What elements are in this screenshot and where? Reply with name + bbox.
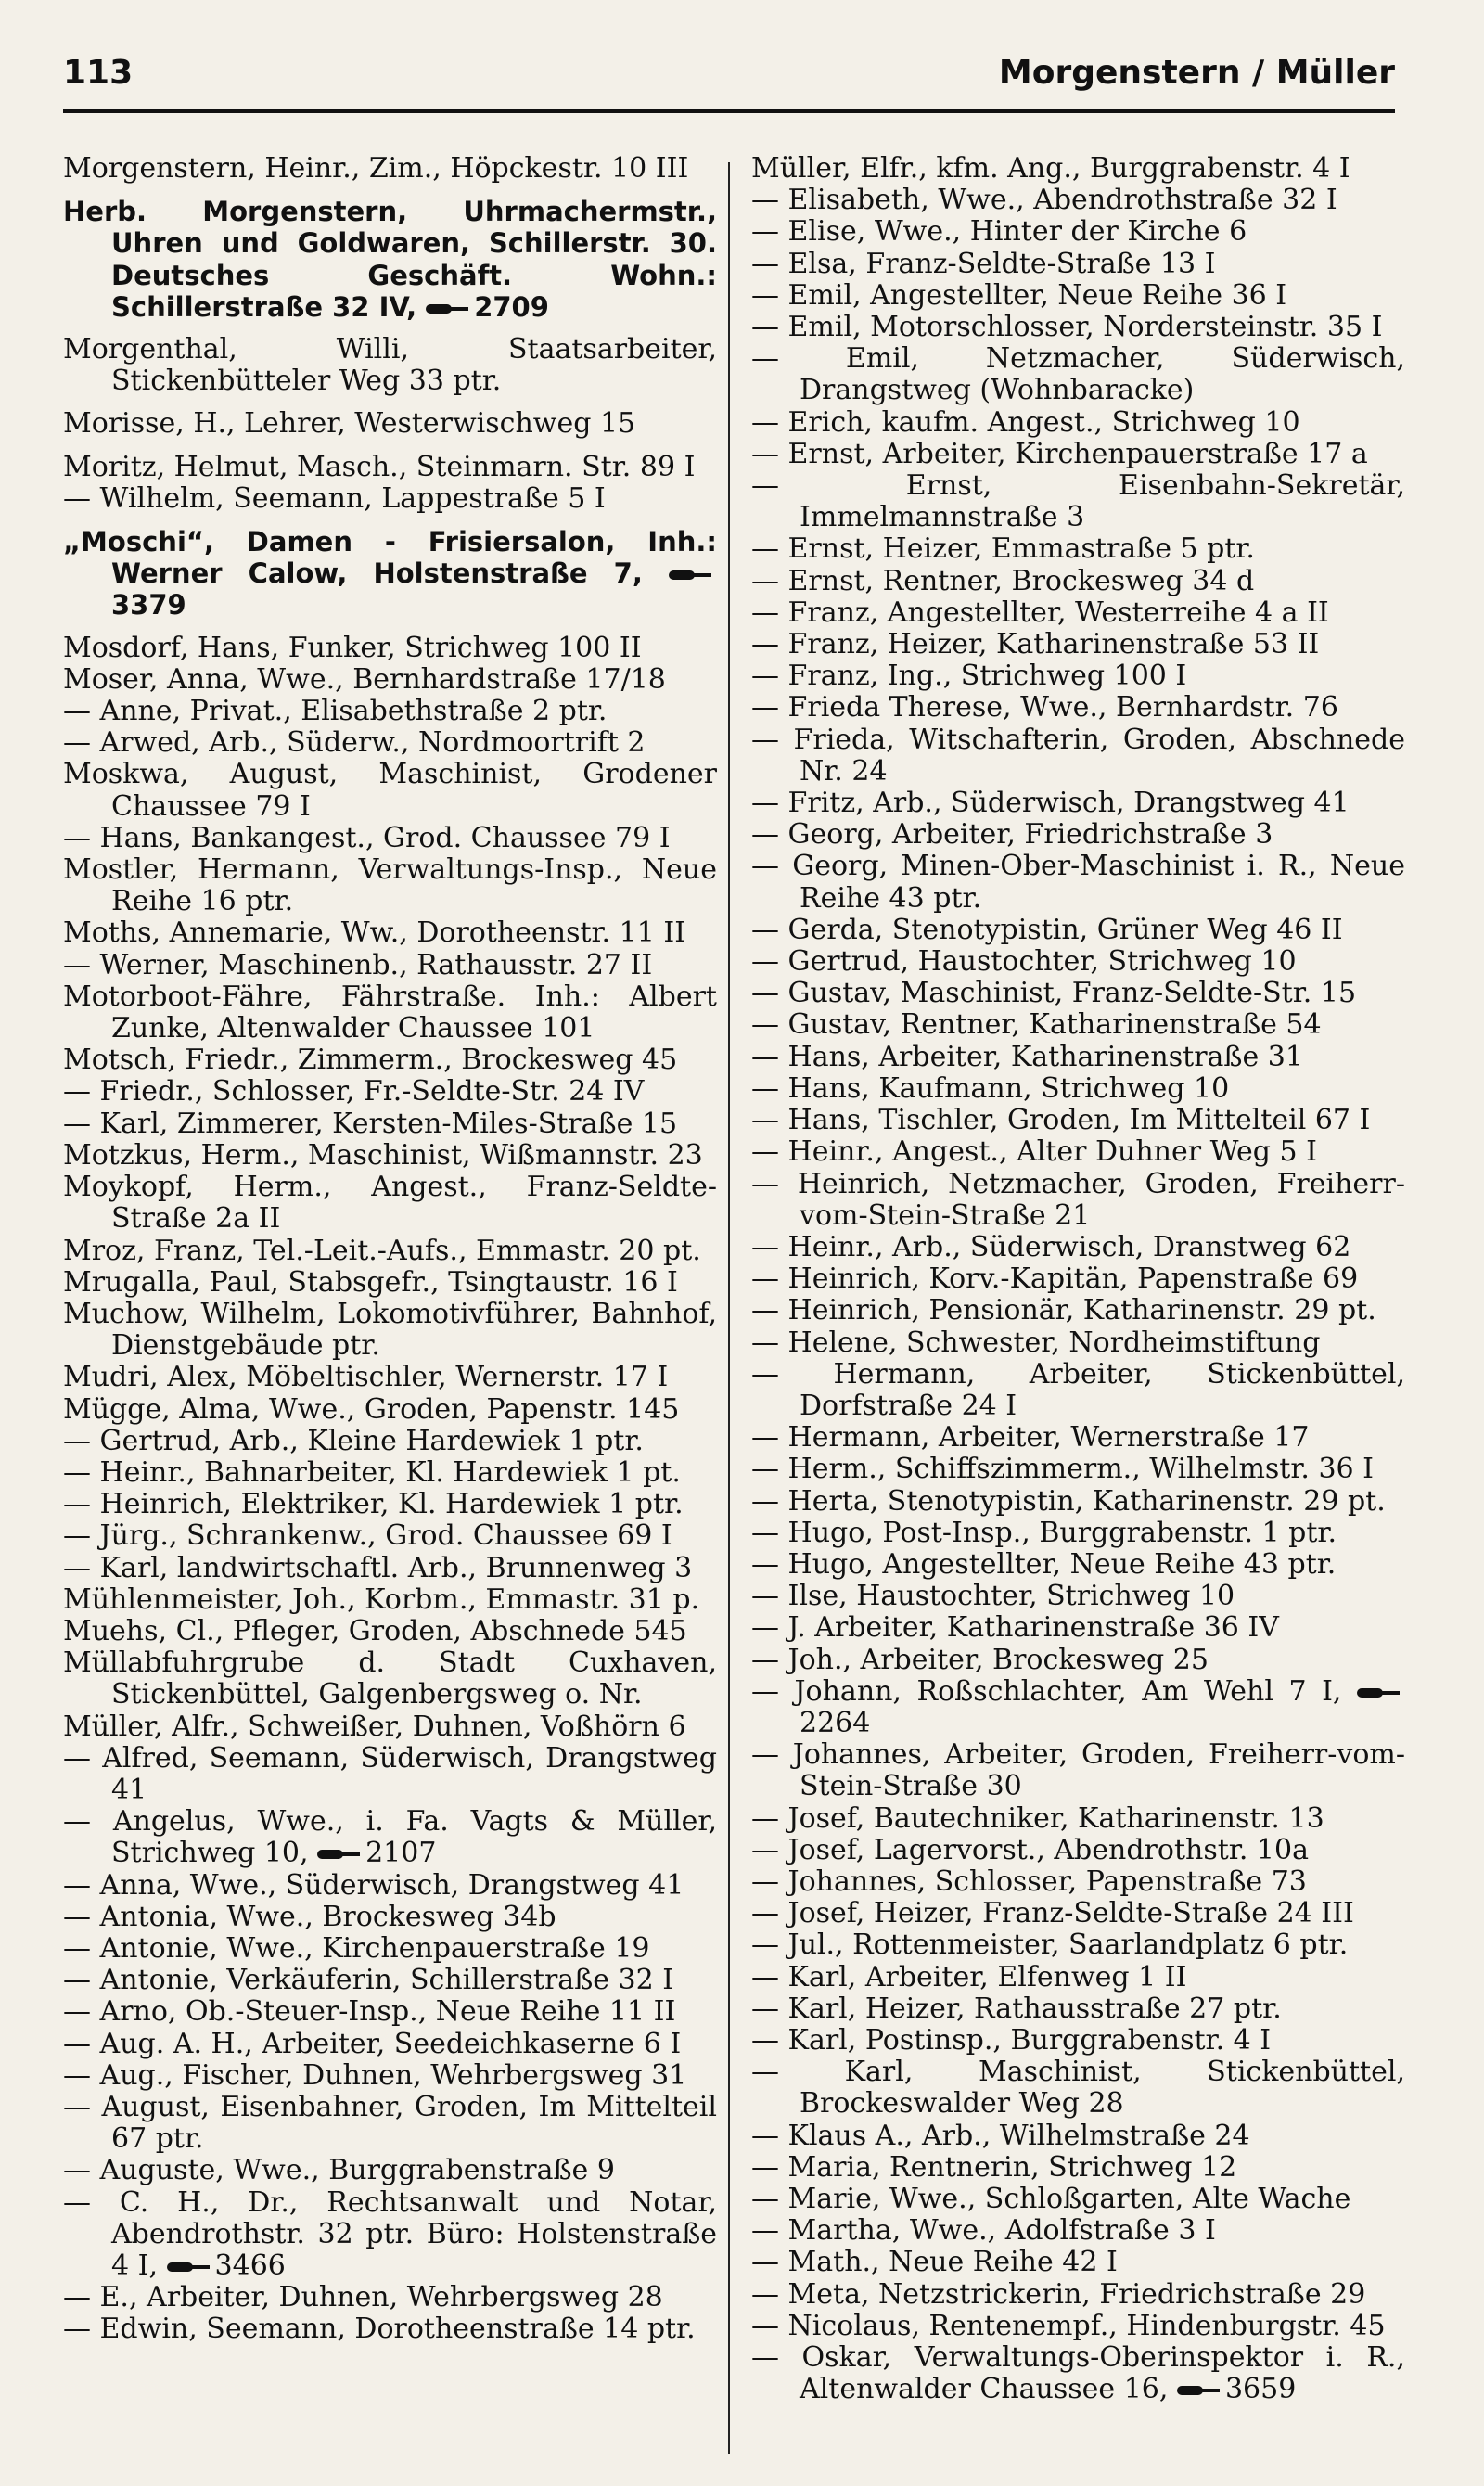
directory-entry bbox=[751, 470, 1405, 533]
directory-entry bbox=[63, 526, 717, 622]
directory-entry bbox=[63, 1743, 717, 1806]
directory-entry bbox=[63, 196, 717, 323]
directory-entry bbox=[63, 2282, 717, 2313]
directory-entry bbox=[751, 1009, 1405, 1041]
directory-entry bbox=[63, 1870, 717, 1902]
directory-entry bbox=[751, 312, 1405, 343]
entry-text: — August, Eisenbahner, Groden, Im Mittelteil 67 ptr. bbox=[63, 2090, 717, 2156]
directory-entry bbox=[751, 1042, 1405, 1073]
entry-text: Moths, Annemarie, Ww., Dorotheenstr. 11 II bbox=[63, 916, 686, 950]
entry-text: — Hans, Kaufmann, Strichweg 10 bbox=[751, 1071, 1230, 1105]
directory-entry bbox=[63, 153, 717, 185]
directory-entry bbox=[751, 978, 1405, 1009]
directory-entry bbox=[63, 334, 717, 397]
directory-entry bbox=[751, 597, 1405, 629]
directory-entry bbox=[751, 1866, 1405, 1898]
directory-entry bbox=[751, 2121, 1405, 2152]
entry-text: — Johann, Roßschlachter, Am Wehl 7 I, bbox=[751, 1674, 1357, 1708]
directory-entry bbox=[63, 2187, 717, 2283]
directory-entry bbox=[63, 633, 717, 664]
directory-entry bbox=[751, 946, 1405, 978]
entry-text: — Karl, Heizer, Rathausstraße 27 ptr. bbox=[751, 1992, 1282, 2025]
telephone-icon bbox=[167, 2260, 210, 2275]
directory-entry bbox=[63, 696, 717, 727]
entry-text: — Elsa, Franz-Seldte-Straße 13 I bbox=[751, 247, 1216, 280]
directory-entry bbox=[63, 1996, 717, 2028]
directory-entry bbox=[63, 1394, 717, 1426]
directory-entry bbox=[63, 1553, 717, 1584]
entry-text: Motorboot-Fähre, Fährstraße. Inh.: Albert Zunke, Altenwalder Chaussee 101 bbox=[63, 980, 717, 1045]
directory-entry bbox=[751, 1962, 1405, 1993]
directory-entry bbox=[751, 1422, 1405, 1454]
entry-text: — C. H., Dr., Rechtsanwalt und Notar, Abendrothstr. 32 ptr. Büro: Holstenstraße 4 I, bbox=[63, 2185, 717, 2282]
entry-text: — Franz, Heizer, Katharinenstraße 53 II bbox=[751, 628, 1320, 661]
entry-text: Mosdorf, Hans, Funker, Strichweg 100 II bbox=[63, 631, 642, 664]
directory-entry bbox=[751, 343, 1405, 406]
directory-entry bbox=[63, 917, 717, 949]
directory-entry bbox=[751, 439, 1405, 470]
entry-text: — Joh., Arbeiter, Brockesweg 25 bbox=[751, 1643, 1209, 1676]
entry-text: — Hans, Arbeiter, Katharinenstraße 31 bbox=[751, 1040, 1303, 1073]
directory-entry bbox=[751, 280, 1405, 312]
directory-entry bbox=[63, 2155, 717, 2186]
entry-text: — Arno, Ob.-Steuer-Insp., Neue Reihe 11 II bbox=[63, 1995, 676, 2029]
entry-text: — Josef, Lagervorst., Abendrothstr. 10a bbox=[751, 1833, 1309, 1866]
directory-entry bbox=[751, 1232, 1405, 1263]
directory-entry bbox=[751, 1486, 1405, 1518]
entry-text: — Gustav, Maschinist, Franz-Seldte-Str. 15 bbox=[751, 977, 1357, 1010]
entry-text: — Wilhelm, Seemann, Lappestraße 5 I bbox=[63, 481, 606, 515]
entry-text: — Anna, Wwe., Süderwisch, Drangstweg 41 bbox=[63, 1868, 684, 1902]
directory-entry bbox=[751, 1136, 1405, 1168]
entry-text: — Gertrud, Arb., Kleine Hardewiek 1 ptr. bbox=[63, 1424, 644, 1457]
directory-entry bbox=[63, 823, 717, 854]
directory-entry bbox=[63, 1457, 717, 1489]
directory-entry bbox=[751, 1454, 1405, 1485]
entry-text: Moykopf, Herm., Angest., Franz-Seldte-Straße 2a II bbox=[63, 1171, 717, 1236]
entry-text: — Hans, Bankangest., Grod. Chaussee 79 I bbox=[63, 821, 671, 854]
entry-text: — Georg, Minen-Ober-Maschinist i. R., Neue Reihe 43 ptr. bbox=[751, 850, 1405, 915]
directory-entry bbox=[751, 153, 1405, 185]
directory-entry bbox=[751, 1898, 1405, 1929]
entry-text: — Karl, Maschinist, Stickenbüttel, Brockeswalder Weg 28 bbox=[751, 2056, 1405, 2121]
entry-text: „Moschi“, Damen - Frisiersalon, Inh.: Werner Calow, Holstenstraße 7, bbox=[63, 526, 717, 590]
phone-number: 3379 bbox=[111, 589, 186, 622]
entry-text: — Maria, Rentnerin, Strichweg 12 bbox=[751, 2150, 1237, 2184]
running-head: Morgenstern / Müller bbox=[998, 54, 1395, 92]
directory-entry bbox=[751, 1993, 1405, 2025]
directory-entry bbox=[63, 1965, 717, 1996]
entry-text: — Emil, Motorschlosser, Nordersteinstr. 35 I bbox=[751, 311, 1383, 344]
entry-text: — Frieda, Witschafterin, Groden, Abschnede Nr. 24 bbox=[751, 723, 1405, 788]
directory-entry bbox=[63, 759, 717, 822]
entry-text: Moritz, Helmut, Masch., Steinmarn. Str. 89 I bbox=[63, 450, 696, 483]
entry-text: — Herta, Stenotypistin, Katharinenstr. 29 pt. bbox=[751, 1484, 1386, 1518]
directory-entry bbox=[63, 2060, 717, 2092]
entry-text: — Herm., Schiffszimmerm., Wilhelmstr. 36 I bbox=[751, 1453, 1375, 1486]
entry-text: — Oskar, Verwaltungs-Oberinspektor i. R., Altenwalder Chaussee 16, bbox=[751, 2341, 1405, 2406]
directory-entry bbox=[751, 1518, 1405, 1549]
entry-text: Mügge, Alma, Wwe., Groden, Papenstr. 145 bbox=[63, 1392, 680, 1426]
directory-entry bbox=[751, 1327, 1405, 1359]
directory-entry bbox=[751, 185, 1405, 216]
directory-entry bbox=[751, 915, 1405, 946]
entry-text: — Heinr., Arb., Süderwisch, Dranstweg 62 bbox=[751, 1230, 1351, 1263]
entry-text: — Arwed, Arb., Süderw., Nordmoortrift 2 bbox=[63, 726, 646, 760]
directory-entry bbox=[63, 1489, 717, 1520]
directory-entry bbox=[751, 1676, 1405, 1739]
directory-entry bbox=[751, 533, 1405, 565]
entry-text: — Werner, Maschinenb., Rathausstr. 27 II bbox=[63, 948, 653, 981]
directory-entry bbox=[751, 1645, 1405, 1676]
entry-text: — Erich, kaufm. Angest., Strichweg 10 bbox=[751, 405, 1300, 439]
phone-number: 2264 bbox=[800, 1706, 871, 1739]
directory-entry bbox=[63, 1933, 717, 1965]
entry-text: Morgenstern, Heinr., Zim., Höpckestr. 10 III bbox=[63, 152, 689, 185]
directory-entry bbox=[63, 1616, 717, 1647]
directory-entry bbox=[751, 1929, 1405, 1961]
entry-text: Mühlenmeister, Joh., Korbm., Emmastr. 31 p. bbox=[63, 1583, 700, 1616]
entry-text: Moser, Anna, Wwe., Bernhardstraße 17/18 bbox=[63, 662, 666, 696]
directory-entry bbox=[751, 2025, 1405, 2057]
directory-entry bbox=[751, 407, 1405, 439]
entry-text: — Ernst, Rentner, Brockesweg 34 d bbox=[751, 564, 1255, 597]
directory-entry bbox=[63, 664, 717, 696]
entry-text: — Heinr., Bahnarbeiter, Kl. Hardewiek 1 pt. bbox=[63, 1455, 681, 1489]
directory-entry bbox=[751, 1803, 1405, 1835]
directory-entry bbox=[751, 1169, 1405, 1232]
entry-text: — Franz, Ing., Strichweg 100 I bbox=[751, 660, 1187, 693]
directory-entry bbox=[63, 1140, 717, 1172]
column-divider bbox=[728, 162, 730, 2454]
entry-text: Motzkus, Herm., Maschinist, Wißmannstr. 23 bbox=[63, 1138, 703, 1172]
entry-text: — Edwin, Seemann, Dorotheenstraße 14 ptr. bbox=[63, 2313, 696, 2346]
directory-entry bbox=[751, 1549, 1405, 1581]
entry-text: — Hugo, Angestellter, Neue Reihe 43 ptr. bbox=[751, 1547, 1337, 1581]
directory-entry bbox=[63, 1647, 717, 1711]
entry-text: — Alfred, Seemann, Süderwisch, Drangstweg 41 bbox=[63, 1741, 717, 1806]
entry-text: — Heinrich, Pensionär, Katharinenstr. 29 pt. bbox=[751, 1294, 1376, 1327]
directory-entry bbox=[751, 2152, 1405, 2184]
entry-text: — Heinrich, Netzmacher, Groden, Freiherr-vom-Stein-Straße 21 bbox=[751, 1167, 1405, 1232]
entry-text: — Heinrich, Korv.-Kapitän, Papenstraße 69 bbox=[751, 1262, 1359, 1296]
directory-entry bbox=[751, 1612, 1405, 1644]
directory-entry bbox=[63, 1584, 717, 1616]
directory-entry bbox=[751, 788, 1405, 819]
entry-text: — Karl, Postinsp., Burggrabenstr. 4 I bbox=[751, 2023, 1272, 2057]
directory-entry bbox=[751, 2342, 1405, 2405]
directory-entry bbox=[751, 2279, 1405, 2311]
entry-text: Mroz, Franz, Tel.-Leit.-Aufs., Emmastr. 20 pt. bbox=[63, 1234, 701, 1267]
directory-entry bbox=[63, 1299, 717, 1362]
entry-text: — Gerda, Stenotypistin, Grüner Weg 46 II bbox=[751, 913, 1343, 946]
entry-text: Müller, Alfr., Schweißer, Duhnen, Voßhörn 6 bbox=[63, 1710, 686, 1743]
entry-text: — Martha, Wwe., Adolfstraße 3 I bbox=[751, 2214, 1216, 2248]
directory-entry bbox=[751, 566, 1405, 597]
directory-entry bbox=[63, 1236, 717, 1267]
telephone-icon bbox=[669, 568, 711, 583]
directory-entry bbox=[63, 1362, 717, 1393]
directory-entry bbox=[751, 692, 1405, 724]
telephone-icon bbox=[1177, 2383, 1220, 2398]
entry-text: Muehs, Cl., Pfleger, Groden, Abschnede 545 bbox=[63, 1614, 687, 1647]
entry-text: — Heinrich, Elektriker, Kl. Hardewiek 1 ptr. bbox=[63, 1488, 684, 1521]
directory-entry bbox=[63, 1044, 717, 1076]
entry-text: Herb. Morgenstern, Uhrmachermstr., Uhren und Goldwaren, Schillerstr. 30. Deutsches Geschäft. Wohn.: Schillerstraße 32 IV, bbox=[63, 196, 717, 323]
entry-text: — Hermann, Arbeiter, Wernerstraße 17 bbox=[751, 1421, 1310, 1454]
directory-entry bbox=[63, 1172, 717, 1235]
entry-text: — Ernst, Eisenbahn-Sekretär, Immelmannstraße 3 bbox=[751, 469, 1405, 534]
entry-text: — Antonie, Wwe., Kirchenpauerstraße 19 bbox=[63, 1931, 650, 1965]
directory-entry bbox=[63, 1806, 717, 1869]
entry-text: Moskwa, August, Maschinist, Grodener Chaussee 79 I bbox=[63, 758, 717, 823]
entry-text: — Johannes, Arbeiter, Groden, Freiherr-vom-Stein-Straße 30 bbox=[751, 1738, 1405, 1803]
directory-entry bbox=[751, 1073, 1405, 1105]
entry-text: Mostler, Hermann, Verwaltungs-Insp., Neue Reihe 16 ptr. bbox=[63, 853, 717, 918]
entry-text: — Georg, Arbeiter, Friedrichstraße 3 bbox=[751, 818, 1273, 852]
directory-entry bbox=[751, 629, 1405, 660]
entry-text: Morgenthal, Willi, Staatsarbeiter, Stickenbütteler Weg 33 ptr. bbox=[63, 333, 717, 398]
entry-text: — Ilse, Haustochter, Strichweg 10 bbox=[751, 1580, 1235, 1613]
entry-text: — Ernst, Heizer, Emmastraße 5 ptr. bbox=[751, 532, 1255, 566]
directory-entry bbox=[63, 1902, 717, 1933]
directory-entry bbox=[63, 2313, 717, 2345]
directory-entry bbox=[751, 660, 1405, 692]
directory-entry bbox=[751, 2215, 1405, 2247]
entry-text: — Jürg., Schrankenw., Grod. Chaussee 69 I bbox=[63, 1519, 672, 1553]
header-rule bbox=[63, 109, 1395, 113]
directory-entry bbox=[63, 981, 717, 1044]
directory-entry bbox=[751, 819, 1405, 851]
directory-entry bbox=[63, 1267, 717, 1299]
entry-text: — Gustav, Rentner, Katharinenstraße 54 bbox=[751, 1008, 1322, 1042]
entry-text: — J. Arbeiter, Katharinenstraße 36 IV bbox=[751, 1611, 1279, 1645]
directory-entry bbox=[751, 851, 1405, 914]
entry-text: — Hermann, Arbeiter, Stickenbüttel, Dorfstraße 24 I bbox=[751, 1357, 1405, 1422]
directory-entry bbox=[751, 249, 1405, 280]
entry-text: — Meta, Netzstrickerin, Friedrichstraße 29 bbox=[751, 2277, 1366, 2311]
directory-entry bbox=[63, 483, 717, 515]
directory-entry bbox=[63, 950, 717, 981]
directory-entry bbox=[63, 854, 717, 917]
entry-text: Mrugalla, Paul, Stabsgefr., Tsingtaustr. 16 I bbox=[63, 1265, 678, 1299]
directory-entry bbox=[63, 1108, 717, 1140]
telephone-icon bbox=[317, 1847, 360, 1862]
directory-entry bbox=[751, 724, 1405, 788]
entry-text: Morisse, H., Lehrer, Westerwischweg 15 bbox=[63, 407, 636, 441]
directory-entry bbox=[751, 1295, 1405, 1326]
entry-text: — Josef, Bautechniker, Katharinenstr. 13 bbox=[751, 1801, 1324, 1835]
directory-entry bbox=[751, 1263, 1405, 1295]
entry-text: — Franz, Angestellter, Westerreihe 4 a II bbox=[751, 596, 1329, 629]
entry-text: — Nicolaus, Rentenempf., Hindenburgstr. 45 bbox=[751, 2309, 1386, 2342]
telephone-icon bbox=[426, 301, 468, 316]
directory-entry bbox=[751, 2057, 1405, 2120]
directory-entry bbox=[63, 452, 717, 483]
page-header bbox=[63, 54, 1395, 108]
entry-text: — Ernst, Arbeiter, Kirchenpauerstraße 17 a bbox=[751, 437, 1368, 470]
phone-number: 2107 bbox=[365, 1837, 437, 1870]
directory-entry bbox=[751, 1105, 1405, 1136]
entry-text: — E., Arbeiter, Duhnen, Wehrbergsweg 28 bbox=[63, 2281, 663, 2314]
entry-text: Motsch, Friedr., Zimmerm., Brockesweg 45 bbox=[63, 1044, 678, 1077]
entry-text: — Emil, Netzmacher, Süderwisch, Drangstweg (Wohnbaracke) bbox=[751, 342, 1405, 407]
directory-entry bbox=[751, 1835, 1405, 1866]
page-number: 113 bbox=[63, 54, 134, 92]
directory-entry bbox=[751, 216, 1405, 248]
entry-text: — Math., Neue Reihe 42 I bbox=[751, 2246, 1118, 2279]
entry-text: — Antonia, Wwe., Brockesweg 34b bbox=[63, 1900, 556, 1933]
entry-text: — Frieda Therese, Wwe., Bernhardstr. 76 bbox=[751, 691, 1338, 724]
entry-text: — Karl, landwirtschaftl. Arb., Brunnenweg 3 bbox=[63, 1551, 693, 1584]
telephone-icon bbox=[1357, 1685, 1400, 1700]
right-column bbox=[751, 153, 1405, 2405]
entry-text: — Marie, Wwe., Schloßgarten, Alte Wache bbox=[751, 2183, 1351, 2215]
entry-text: — Gertrud, Haustochter, Strichweg 10 bbox=[751, 945, 1297, 979]
entry-text: — Karl, Zimmerer, Kersten-Miles-Straße 15 bbox=[63, 1107, 678, 1140]
directory-entry bbox=[63, 1520, 717, 1552]
directory-entry bbox=[63, 1426, 717, 1457]
entry-text: — Klaus A., Arb., Wilhelmstraße 24 bbox=[751, 2119, 1250, 2152]
entry-text: — Anne, Privat., Elisabethstraße 2 ptr. bbox=[63, 695, 608, 728]
entry-text: — Antonie, Verkäuferin, Schillerstraße 32 I bbox=[63, 1964, 674, 1997]
directory-entry bbox=[751, 1739, 1405, 1802]
entry-text: — Karl, Arbeiter, Elfenweg 1 II bbox=[751, 1960, 1187, 1993]
entry-text: — Elise, Wwe., Hinter der Kirche 6 bbox=[751, 215, 1247, 249]
entry-text: Müller, Elfr., kfm. Ang., Burggrabenstr. 4 I bbox=[751, 152, 1350, 185]
entry-text: — Emil, Angestellter, Neue Reihe 36 I bbox=[751, 278, 1287, 312]
directory-entry bbox=[63, 408, 717, 440]
entry-text: — Jul., Rottenmeister, Saarlandplatz 6 ptr. bbox=[751, 1929, 1349, 1962]
entry-text: Mudri, Alex, Möbeltischler, Wernerstr. 17 I bbox=[63, 1361, 669, 1394]
entry-text: — Hans, Tischler, Groden, Im Mittelteil 67 I bbox=[751, 1104, 1371, 1137]
directory-entry bbox=[751, 2184, 1405, 2215]
entry-text: — Helene, Schwester, Nordheimstiftung bbox=[751, 1326, 1321, 1359]
entry-text: Muchow, Wilhelm, Lokomotivführer, Bahnhof, Dienstgebäude ptr. bbox=[63, 1297, 717, 1363]
entry-text: — Hugo, Post-Insp., Burggrabenstr. 1 ptr. bbox=[751, 1516, 1337, 1549]
directory-entry bbox=[63, 727, 717, 759]
directory-entry bbox=[751, 1359, 1405, 1422]
entry-text: — Angelus, Wwe., i. Fa. Vagts & Müller, Strichweg 10, bbox=[63, 1805, 717, 1870]
phone-number: 2709 bbox=[474, 290, 549, 323]
directory-entry bbox=[63, 1076, 717, 1108]
entry-text: — Friedr., Schlosser, Fr.-Seldte-Str. 24 IV bbox=[63, 1075, 645, 1108]
phone-number: 3659 bbox=[1224, 2373, 1297, 2406]
entry-text: — Elisabeth, Wwe., Abendrothstraße 32 I bbox=[751, 184, 1337, 217]
entry-text: — Auguste, Wwe., Burggrabenstraße 9 bbox=[63, 2154, 615, 2187]
directory-entry bbox=[751, 1581, 1405, 1612]
phone-number: 3466 bbox=[214, 2249, 286, 2282]
directory-entry bbox=[751, 2247, 1405, 2278]
entry-text: — Fritz, Arb., Süderwisch, Drangstweg 41 bbox=[751, 787, 1350, 820]
directory-entry bbox=[63, 2092, 717, 2155]
entry-text: — Aug., Fischer, Duhnen, Wehrbergsweg 31 bbox=[63, 2058, 687, 2092]
entry-text: — Heinr., Angest., Alter Duhner Weg 5 I bbox=[751, 1135, 1317, 1169]
entry-text: — Josef, Heizer, Franz-Seldte-Straße 24 III bbox=[751, 1897, 1354, 1930]
entry-text: — Aug. A. H., Arbeiter, Seedeichkaserne 6 I bbox=[63, 2027, 682, 2060]
entry-text: — Johannes, Schlosser, Papenstraße 73 bbox=[751, 1864, 1307, 1898]
entry-text: Müllabfuhrgrube d. Stadt Cuxhaven, Stickenbüttel, Galgenbergsweg o. Nr. bbox=[63, 1647, 717, 1711]
directory-entry bbox=[751, 2311, 1405, 2342]
left-column bbox=[63, 153, 717, 2346]
directory-entry bbox=[63, 2029, 717, 2060]
directory-entry bbox=[63, 1711, 717, 1743]
